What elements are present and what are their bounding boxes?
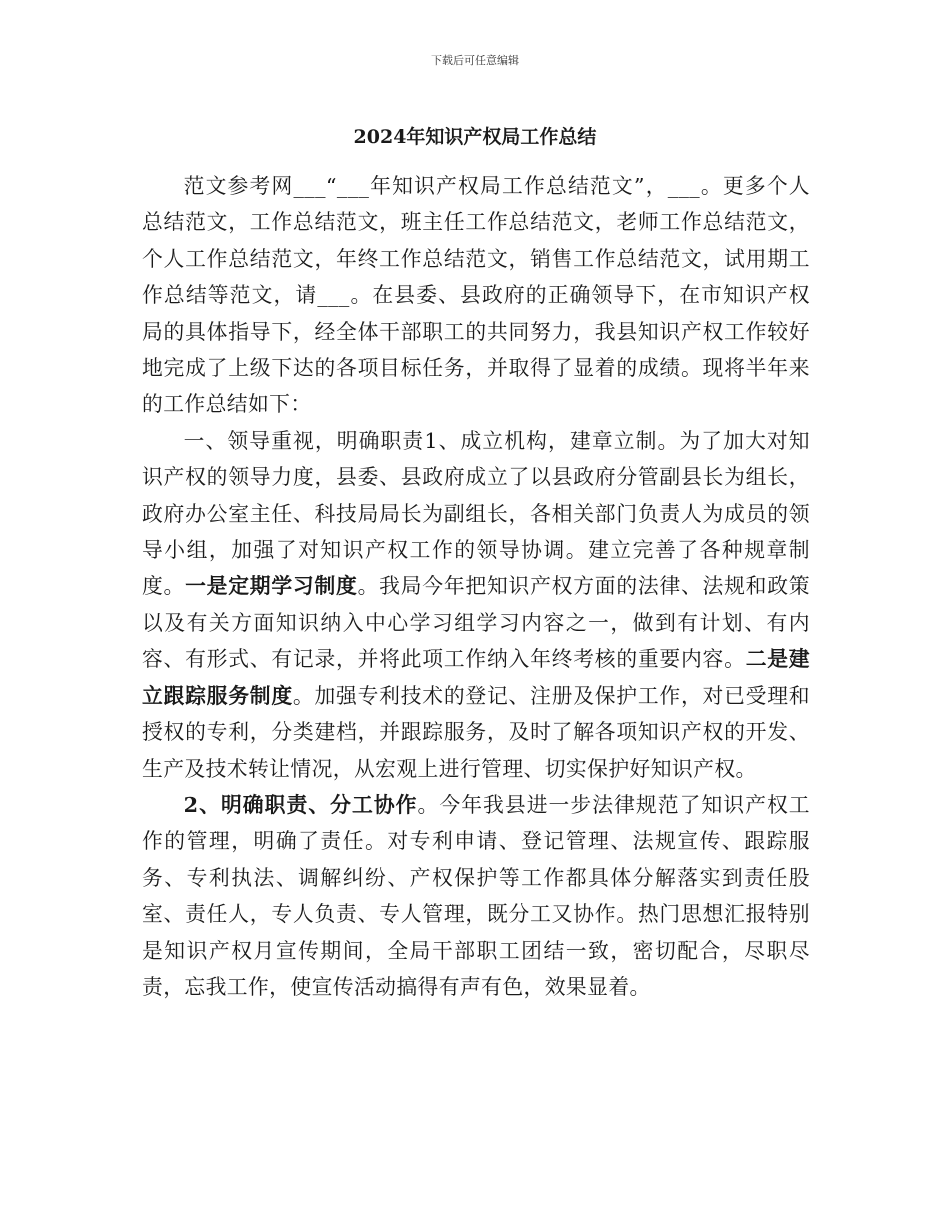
- document-body: [142, 168, 810, 1005]
- section-one-paragraph: [142, 423, 810, 787]
- study-system-text: 。我局今年把知识产权方面的法律、法规和政策以及有关方面知识纳入中心学习组学习内容之一，做到有计划、有内容、有形式、有记录，并将此项工作纳入年终考核的重要内容。: [142, 574, 810, 672]
- header-note: 下载后可任意编辑: [431, 54, 519, 67]
- document-title: 2024年知识产权局工作总结: [353, 126, 597, 148]
- study-system-heading: 一是定期学习制度: [185, 573, 358, 599]
- section-two-heading: 2、明确职责、分工协作: [183, 791, 418, 817]
- section-two-text: 。今年我县进一步法律规范了知识产权工作的管理，明确了责任。对专利申请、登记管理、法规宣传、跟踪服务、专利执法、调解纠纷、产权保护等工作都具体分解落实到责任股室、责任人，专人负责、专人管理，既分工又协作。热门思想汇报特别是知识产权月宣传期间，全局干部职工团结一致，密切配合，尽职尽责，忘我工作，使宣传活动搞得有声有色，效果显着。: [142, 792, 810, 999]
- section-one-text: 一、领导重视，明确职责1、成立机构，建章立制。为了加大对知识产权的领导力度，县委、县政府成立了以县政府分管副县长为组长，政府办公室主任、科技局局长为副组长，各相关部门负责人为成员的领导小组，加强了对知识产权工作的领导协调。建立完善了各种规章制度。: [142, 428, 810, 599]
- section-two-paragraph: [142, 787, 810, 1005]
- tracking-service-heading: 二是建立跟踪服务制度: [142, 646, 811, 708]
- tracking-service-text: 。加强专利技术的登记、注册及保护工作，对已受理和授权的专利，分类建档，并跟踪服务，及时了解各项知识产权的开发、生产及技术转让情况，从宏观上进行管理、切实保护好知识产权。: [142, 683, 810, 781]
- intro-paragraph: [142, 168, 810, 423]
- intro-text: 范文参考网___“___年知识产权局工作总结范文”，___。更多个人总结范文，工作总结范文，班主任工作总结范文，老师工作总结范文，个人工作总结范文，年终工作总结范文，销售工作总结范文，试用期工作总结等范文，请___。在县委、县政府的正确领导下，在市知识产权局的具体指导下，经全体干部职工的共同努力，我县知识产权工作较好地完成了上级下达的各项目标任务，并取得了显着的成绩。现将半年来的工作总结如下：: [142, 174, 810, 417]
